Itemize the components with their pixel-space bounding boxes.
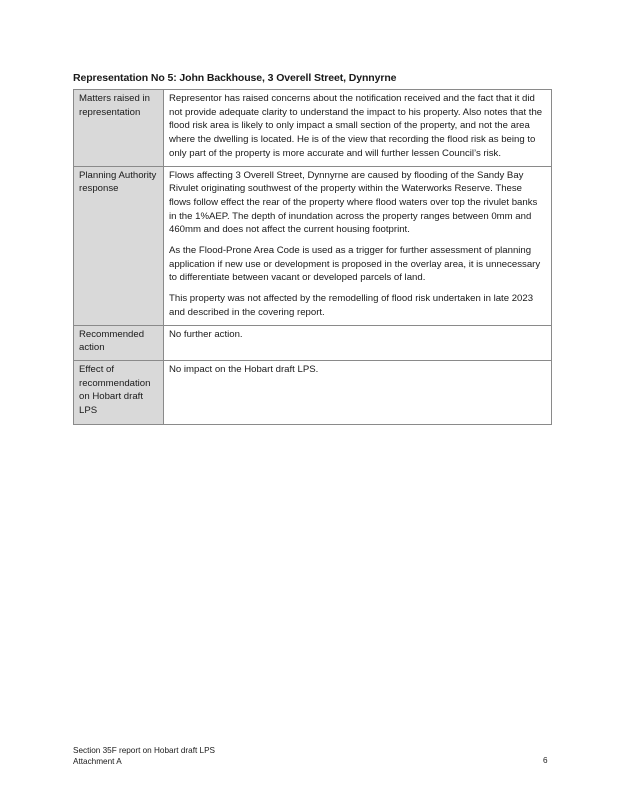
row-content xyxy=(164,325,552,360)
page-number: 6 xyxy=(543,756,548,765)
row-label: Planning Authority response xyxy=(74,166,164,325)
content-paragraph: Representor has raised concerns about the notification received and the fact that it did not provide adequate clarity to understand the impact to his property. Also notes that the flood risk area is likely to only impact a small section of the property, and not the area where the dwelling is located. He is of the view that recording the flood risk as being to only part of the property is more accurate and will further lessen Council’s risk. xyxy=(169,93,543,159)
table-row-recommended-action xyxy=(74,325,552,360)
content-paragraph: This property was not affected by the remodelling of flood risk undertaken in late 2023 and described in the covering report. xyxy=(169,293,534,318)
table-row-effect xyxy=(74,360,552,424)
row-label: Matters raised in representation xyxy=(74,90,164,167)
row-content xyxy=(164,360,552,424)
row-content xyxy=(164,90,552,167)
content-paragraph: No further action. xyxy=(169,328,243,340)
content-paragraph: No impact on the Hobart draft LPS. xyxy=(169,363,319,375)
content-paragraph: As the Flood-Prone Area Code is used as a trigger for further assessment of planning application if new use or development is proposed in the overlay area, it is unnecessary to differentiate between vacant or developed parcels of land. xyxy=(169,245,541,284)
table-row-matters-raised xyxy=(74,90,552,167)
footer-attachment: Attachment A xyxy=(73,757,122,766)
footer-report-title: Section 35F report on Hobart draft LPS xyxy=(73,746,215,755)
row-label: Recommended action xyxy=(74,325,164,360)
row-label: Effect of recommendation on Hobart draft LPS xyxy=(74,360,164,424)
table-row-planning-response xyxy=(74,166,552,325)
page-footer xyxy=(73,745,215,767)
representation-table xyxy=(73,89,552,425)
content-paragraph: Flows affecting 3 Overell Street, Dynnyrne are caused by flooding of the Sandy Bay Rivulet originating southwest of the property within the Waterworks Reserve. These flows follow effect the rear of the property where flood waters over top the rivulet banks in the 1%AEP. The depth of inundation across the property ranges between 0mm and 460mm and does not affect the current housing footprint. xyxy=(169,169,538,236)
representation-heading: Representation No 5: John Backhouse, 3 Overell Street, Dynnyrne xyxy=(73,72,397,84)
row-content xyxy=(164,166,552,325)
